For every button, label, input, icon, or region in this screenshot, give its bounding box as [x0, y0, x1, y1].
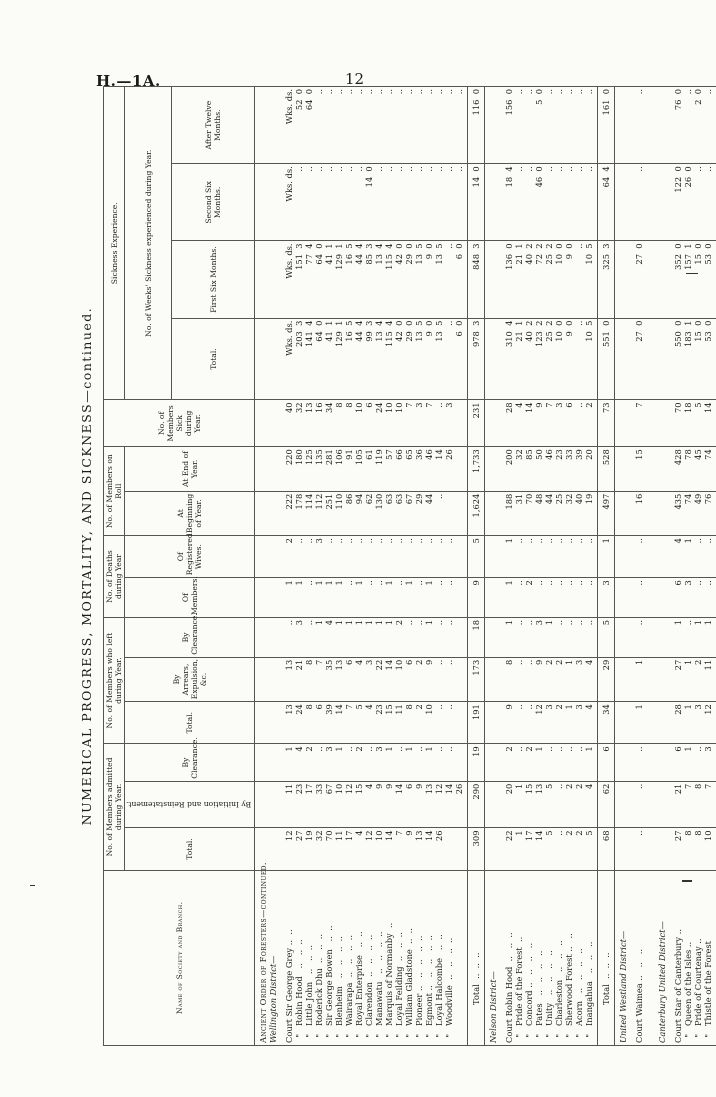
header-name: Name of Society and Branch.	[104, 870, 255, 1045]
header-deaths-wives: Of Registered Wives.	[125, 536, 255, 578]
sick-col: 40 32 13 16 34 8 8 10 6 24 10 10 7 3 7 .. 3	[281, 400, 468, 447]
weeks-after-col: 156 0 .. .. 5 0 .. .. .. .. ..	[501, 87, 598, 164]
roll-end-col: 200 32 85 50 46 23 33 39 20	[501, 447, 598, 491]
header-weeks: No. of Weeks' Sickness experienced during Year.	[125, 87, 172, 400]
left-clearance-col: 1 .. 1 1	[670, 617, 716, 657]
admitted-clearance-col: 6 1 .. 3	[670, 744, 716, 781]
header-weeks-second: Second Six Months.	[172, 164, 255, 241]
branch-names: Court Star of Canterbury .. " Queen of the Isles .. " Pride of Courtenay .. " Thistle of the Forest	[670, 870, 716, 1045]
weeks-total-col: 27 0	[631, 318, 647, 400]
roll-begin-col: 435 74 49 76	[670, 491, 716, 535]
branch-names: Court Waimea .. .. ..	[631, 870, 647, 1045]
weeks-second-col: Wks. ds. .. .. .. .. .. .. .. 14 0 .. .. .. .. .. .. .. .. ..	[281, 164, 468, 241]
roll-begin-col: 16	[631, 491, 647, 535]
weeks-total-col: Wks. ds. 203 3 141 4 64 0 41 1 129 1 16 5 44 4 99 3 13 4 115 4 42 0 29 0 13 5 9 0 13 5 .. 6 0	[281, 318, 468, 400]
header-roll: No. of Members on Roll	[104, 447, 125, 536]
admitted-initiation-col: 20 1 15 13 5 .. 2 2 4	[501, 781, 598, 828]
sick-col: 28 4 14 9 7 3 6 .. 2	[501, 400, 598, 447]
left-clearance-col: ..	[631, 617, 647, 657]
deaths-wives-col: ..	[631, 536, 647, 578]
table-row-group	[631, 87, 647, 1046]
weeks-first-col: 136 0 21 1 40 2 72 2 25 2 10 0 9 0 .. 10 5	[501, 241, 598, 318]
header-weeks-first: First Six Months.	[172, 241, 255, 318]
header-admitted-total: Total.	[125, 828, 255, 870]
total-row: Total .. .. .. 68 62 6 34 29 5 3 1 497 528 73 551 0 325 3 64 4 161 0	[598, 87, 615, 1046]
page-number: 12	[345, 70, 365, 88]
district-heading: Nelson District—	[488, 971, 499, 1043]
header-weeks-total: Total.	[172, 318, 255, 400]
table-row-group	[281, 87, 468, 1046]
admitted-clearance-col: 2 .. 2 1 .. .. .. .. 1	[501, 744, 598, 781]
weeks-first-col: Wks. ds. 151 3 77 4 64 0 41 1 129 1 16 5 44 4 85 3 13 4 115 4 42 0 29 0 13 5 9 0 13 5 .. 6 0	[281, 241, 468, 318]
roll-begin-col: 188 31 70 48 44 25 32 40 19	[501, 491, 598, 535]
left-total-col: 13 24 8 6 39 14 7 5 4 23 15 11 8 2 10 .. ..	[281, 702, 468, 744]
district-heading: United Westland District—	[618, 930, 629, 1043]
table-row-group	[501, 87, 598, 1046]
margin-mark	[30, 885, 35, 886]
table-title: NUMERICAL PROGRESS, MORTALITY, AND SICKNESS—continued.	[79, 306, 94, 826]
deaths-wives-col: 4 1 .. ..	[670, 536, 716, 578]
deaths-members-col: 1 .. 2 .. .. .. .. .. ..	[501, 578, 598, 618]
header-deaths: No. of Deaths during Year	[104, 536, 125, 618]
district-heading: Canterbury United District—	[657, 921, 668, 1043]
deaths-members-col: 1 1 .. 1 1 1 .. 1 .. .. 1 .. 1 .. 1 .. ..	[281, 578, 468, 618]
header-roll-end: At End of Year.	[125, 447, 255, 491]
weeks-total-col: 550 0 183 1 15 0 53 0	[670, 318, 716, 400]
admitted-initiation-col: ..	[631, 781, 647, 828]
admitted-total-col: 22 1 17 14 5 .. 2 2 5	[501, 828, 598, 870]
margin-mark	[686, 273, 698, 274]
roll-end-col: 428 78 45 74	[670, 447, 716, 491]
admitted-initiation-col: 11 23 17 33 67 10 12 15 4 9 9 14 6 9 13 12 14 26	[281, 781, 468, 828]
weeks-second-col: 18 4 .. .. 46 0 .. .. .. .. ..	[501, 164, 598, 241]
weeks-second-col: ..	[631, 164, 647, 241]
statistics-table	[103, 86, 716, 1046]
left-arrears-col: 27 1 2 11	[670, 657, 716, 701]
admitted-total-col: 27 8 8 10	[670, 828, 716, 870]
weeks-first-col: 352 0 157 1 15 0 53 0	[670, 241, 716, 318]
header-roll-begin: At Beginning of Year.	[125, 491, 255, 535]
header-left: No. of Members who left during Year.	[104, 617, 125, 743]
weeks-total-col: 310 4 21 1 40 2 123 2 25 2 10 0 9 0 .. 10 5	[501, 318, 598, 400]
total-row: Total .. .. .. 309 290 19 191 173 18 9 5 1,624 1,733 231 978 3 848 3 14 0 116 0	[468, 87, 485, 1046]
page-code: H.—1A.	[96, 72, 161, 90]
left-arrears-col: 13 21 8 7 35 13 6 4 3 22 14 10 6 2 9 .. ..	[281, 657, 468, 701]
deaths-wives-col: 1 .. .. .. .. .. .. .. ..	[501, 536, 598, 578]
left-total-col: 9 .. .. 12 3 2 1 3 4	[501, 702, 598, 744]
header-deaths-members: Of Members.	[125, 578, 255, 618]
header-left-clearance: By Clearance.	[125, 617, 255, 657]
table-row-group	[670, 87, 716, 1046]
deaths-wives-col: 2 .. .. 3 .. .. .. .. .. .. .. .. .. .. .. .. ..	[281, 536, 468, 578]
header-sick: No. of Members Sick during Year.	[104, 400, 255, 447]
roll-end-col: 220 180 125 135 281 106 91 105 61 119 57 66 65 36 46 14 26	[281, 447, 468, 491]
header-admitted-initiation: By Initiation and Reinstatement.	[125, 781, 255, 828]
admitted-initiation-col: 21 7 8 7	[670, 781, 716, 828]
left-clearance-col: 1 .. .. 3 1 .. .. .. ..	[501, 617, 598, 657]
admitted-clearance-col: 1 4 2 .. 3 1 .. 2 .. 3 1 .. 1 .. 1 .. ..	[281, 744, 468, 781]
margin-mark	[682, 880, 692, 882]
weeks-after-col: ..	[631, 87, 647, 164]
rotated-table-page	[79, 86, 714, 1046]
admitted-total-col: ..	[631, 828, 647, 870]
left-clearance-col: .. 3 .. 1 4 1 1 1 1 1 1 2 .. .. 1 .. ..	[281, 617, 468, 657]
header-sickness: Sickness Experience.	[104, 87, 125, 400]
weeks-after-col: 76 0 .. 2 0 ..	[670, 87, 716, 164]
roll-begin-col: 222 178 114 112 251 110 86 94 62 130 63 63 67 29 44 ..	[281, 491, 468, 535]
header-weeks-after: After Twelve Months.	[172, 87, 255, 164]
header-admitted-clearance: By Clearance.	[125, 744, 255, 781]
branch-names: Court Sir George Grey .. .. " Robin Hood .. .. .. " Little John .. .. .. " Roderick Dhu .. .. .. " Sir George Bowen .. .. " Blenheim .. .. .. .. " Wairarapa .. .. .. .. " Royal Enterprise .. .. " Clarendon .. .. .. .. " Manawatu .. .. .. .. " Marquis of Normanby .. " Loyal Feilding .. .. .. " William Gladstone .. .. " Pioneer .. .. .. .. .. " Egmont .. .. .. .. .. " Loyal Halcombe .. .. " Woodville .. .. .. ..	[281, 870, 468, 1045]
left-total-col: 1	[631, 702, 647, 744]
district-heading: Wellington District—	[268, 955, 279, 1043]
sick-col: 7	[631, 400, 647, 447]
left-arrears-col: 1	[631, 657, 647, 701]
left-total-col: 28 1 3 12	[670, 702, 716, 744]
weeks-after-col: Wks. ds. 52 0 64 0 .. .. .. .. .. .. .. .. .. .. .. .. .. .. ..	[281, 87, 468, 164]
weeks-second-col: 122 0 26 0 .. ..	[670, 164, 716, 241]
weeks-first-col: 27 0	[631, 241, 647, 318]
left-arrears-col: 8 .. .. 9 2 2 1 3 4	[501, 657, 598, 701]
admitted-total-col: 12 27 19 32 70 11 17 4 12 10 14 7 9 13 14 26	[281, 828, 468, 870]
society-heading: Ancient Order of Foresters—continued.	[258, 862, 269, 1043]
admitted-clearance-col: ..	[631, 744, 647, 781]
deaths-members-col: 6 3 .. ..	[670, 578, 716, 618]
header-admitted: No. of Members admitted during Year.	[104, 744, 125, 870]
header-left-arrears: By Arrears, Expulsion, &c.	[125, 657, 255, 701]
header-left-total: Total.	[125, 702, 255, 744]
sick-col: 70 18 5 14	[670, 400, 716, 447]
roll-end-col: 15	[631, 447, 647, 491]
deaths-members-col: ..	[631, 578, 647, 618]
branch-names: Court Robin Hood .. .. .. " Pride of the Forest .. " Concord .. .. .. .. " Pates .. .. .. .. " Unity .. .. .. .. " Charleston .. .. .. " Sherwood Forest .. .. " Acorn .. .. .. .. " Inangahua .. .. ..	[501, 870, 598, 1045]
